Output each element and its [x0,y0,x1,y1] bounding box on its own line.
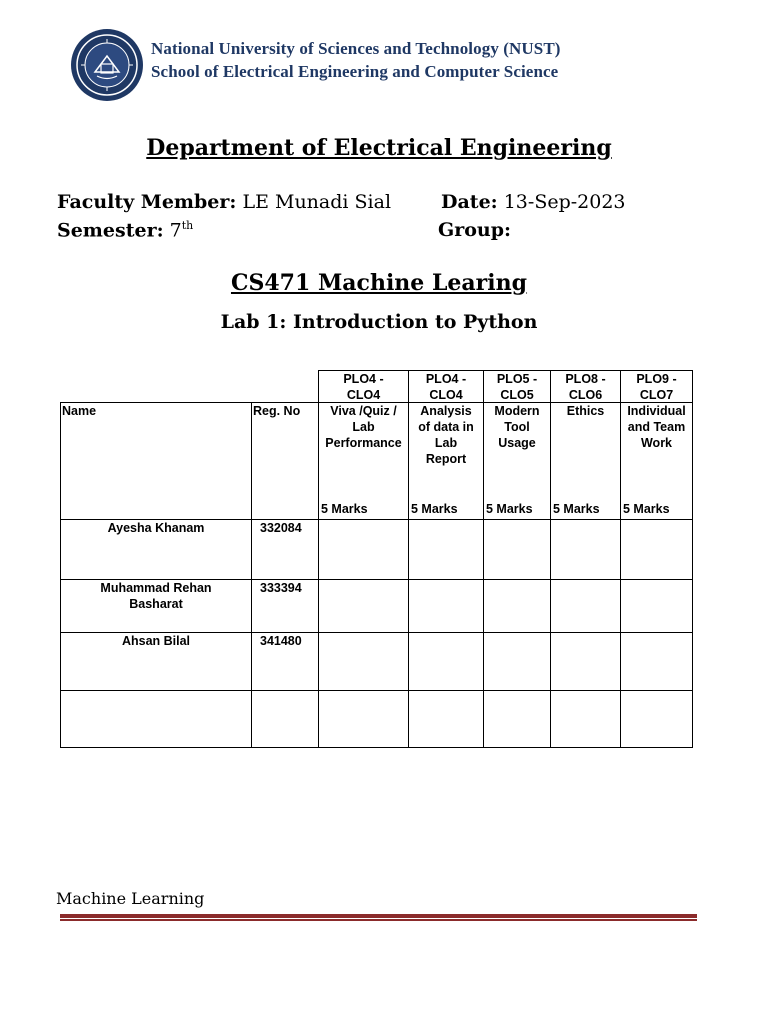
score-cell [621,633,692,690]
score-cell [551,580,620,632]
date-label: Date: [441,191,498,213]
score-cell [621,520,692,579]
semester-suffix: th [181,219,194,232]
plo-header: PLO4 - CLO4 [425,372,467,402]
group-label: Group: [438,219,512,241]
university-name: National University of Sciences and Technology (NUST) [151,39,561,58]
faculty-label: Faculty Member: [57,191,237,213]
criteria-header: Ethics 5 Marks [553,404,605,516]
score-cell [319,691,408,747]
department-title: Department of Electrical Engineering [146,135,612,161]
plo-header: PLO4 - CLO4 [343,372,384,402]
score-cell [409,580,483,632]
criteria-header: Analysis of data in Lab Report 5 Marks [411,404,474,516]
score-cell [409,520,483,579]
lab-title: Lab 1: Introduction to Python [220,311,538,333]
table-row-border [60,747,693,748]
student-name: Ahsan Bilal [121,634,191,648]
table-column-border [692,370,693,748]
footer-text: Machine Learning [56,889,205,908]
footer-rule-thin [60,919,697,921]
score-cell [551,691,620,747]
score-cell [551,633,620,690]
score-cell [621,580,692,632]
student-name: Muhammad Rehan Basharat [100,581,212,611]
marks-label: 5 Marks [553,502,600,516]
marks-label: 5 Marks [486,502,533,516]
semester-value: 7 [169,219,182,242]
semester-label: Semester: [57,219,164,242]
semester [57,219,193,241]
score-cell [484,580,550,632]
footer-rule [60,914,697,918]
reg-header: Reg. No [253,404,301,418]
criteria-header: Viva /Quiz / Lab Performance 5 Marks [321,404,402,516]
nust-seal-icon [70,28,144,102]
criteria-header: Individual and Team Work 5 Marks [623,404,686,516]
course-title: CS471 Machine Learing [230,270,528,296]
name-header: Name [62,404,97,418]
criteria-header: Modern Tool Usage 5 Marks [486,404,540,516]
score-cell [484,691,550,747]
plo-header: PLO8 - CLO6 [565,372,606,402]
score-cell [409,691,483,747]
score-cell [621,691,692,747]
student-reg-no: 341480 [260,634,302,648]
score-cell [551,520,620,579]
marks-label: 5 Marks [411,502,458,516]
score-cell [319,633,408,690]
date-value: 13-Sep-2023 [503,191,626,213]
score-cell [409,633,483,690]
group [438,219,511,241]
faculty-member [57,191,391,213]
school-name: School of Electrical Engineering and Computer Science [151,62,559,81]
score-cell [319,580,408,632]
score-cell [319,520,408,579]
student-reg-no [252,691,318,747]
plo-header: PLO5 - CLO5 [496,372,538,402]
score-cell [484,520,550,579]
student-name [61,691,251,747]
score-cell [484,633,550,690]
marks-label: 5 Marks [623,502,670,516]
student-reg-no: 332084 [260,521,302,535]
plo-header: PLO9 - CLO7 [636,372,677,402]
student-reg-no: 333394 [260,581,302,595]
date [441,191,626,213]
faculty-value: LE Munadi Sial [242,191,392,213]
marks-label: 5 Marks [321,502,368,516]
student-name: Ayesha Khanam [107,521,205,535]
